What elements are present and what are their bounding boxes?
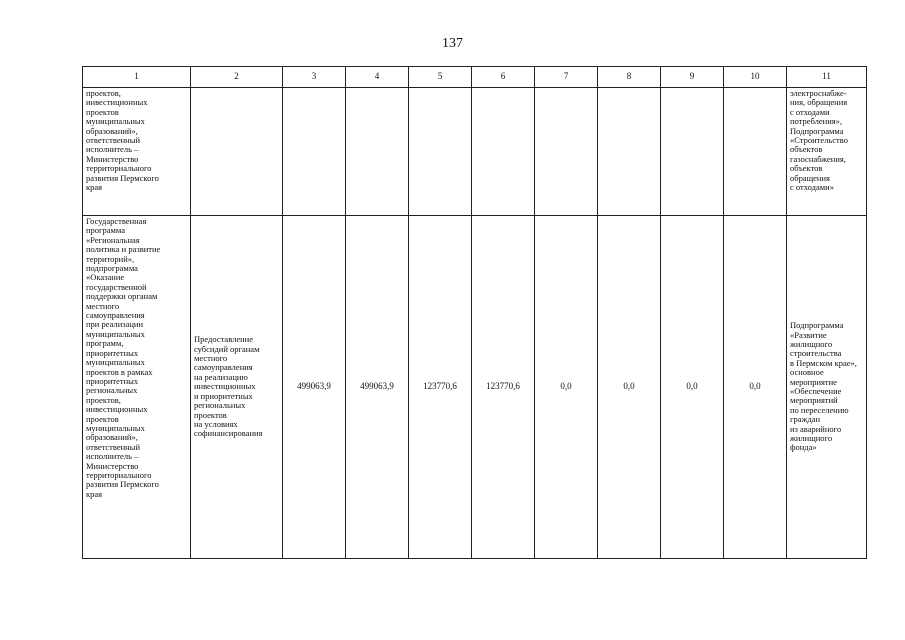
subprogram-cell: электроснабже- ния, обращения с отходами потребления», Подпрограмма «Строительство объектов газоснабжения, объектов обращения с отходами» (787, 88, 867, 216)
value-cell (724, 88, 787, 216)
budget-table (82, 66, 867, 559)
value-cell (535, 88, 598, 216)
column-header: 11 (787, 67, 867, 88)
column-header: 1 (83, 67, 191, 88)
value-cell: 0,0 (724, 216, 787, 559)
program-cell: проектов, инвестиционных проектов муниципальных образований», ответственный исполнитель – Министерство территориального развития Пермского края (83, 88, 191, 216)
column-header: 4 (346, 67, 409, 88)
program-cell: Государственная программа «Региональная политика и развитие территорий», подпрограмма «Оказание государственной поддержки органам местного самоуправления при реализации муниципальных программ, приоритетных муниципальных проектов в рамках приоритетных региональных проектов, инвестиционных проектов муниципальных образований», ответственный исполнитель – Министерство территориального развития Пермского края (83, 216, 191, 559)
value-cell (598, 88, 661, 216)
table-header-row (83, 67, 867, 88)
column-header: 10 (724, 67, 787, 88)
value-cell: 123770,6 (409, 216, 472, 559)
column-header: 3 (283, 67, 346, 88)
value-cell (283, 88, 346, 216)
measure-cell (191, 88, 283, 216)
column-header: 6 (472, 67, 535, 88)
value-cell (472, 88, 535, 216)
value-cell (661, 88, 724, 216)
table-row (83, 216, 867, 559)
value-cell (346, 88, 409, 216)
subprogram-cell: Подпрограмма «Развитие жилищного строительства в Пермском крае», основное мероприятие «Обеспечение мероприятий по переселению граждан из аварийного жилищного фонда» (787, 216, 867, 559)
value-cell: 499063,9 (283, 216, 346, 559)
column-header: 5 (409, 67, 472, 88)
value-cell: 0,0 (598, 216, 661, 559)
value-cell (409, 88, 472, 216)
measure-cell: Предоставление субсидий органам местного самоуправления на реализацию инвестиционных и приоритетных региональных проектов на условиях софинансирования (191, 216, 283, 559)
page-number: 137 (442, 36, 463, 51)
value-cell: 0,0 (535, 216, 598, 559)
value-cell: 123770,6 (472, 216, 535, 559)
value-cell: 499063,9 (346, 216, 409, 559)
column-header: 2 (191, 67, 283, 88)
table-row (83, 88, 867, 216)
column-header: 9 (661, 67, 724, 88)
value-cell: 0,0 (661, 216, 724, 559)
column-header: 7 (535, 67, 598, 88)
column-header: 8 (598, 67, 661, 88)
